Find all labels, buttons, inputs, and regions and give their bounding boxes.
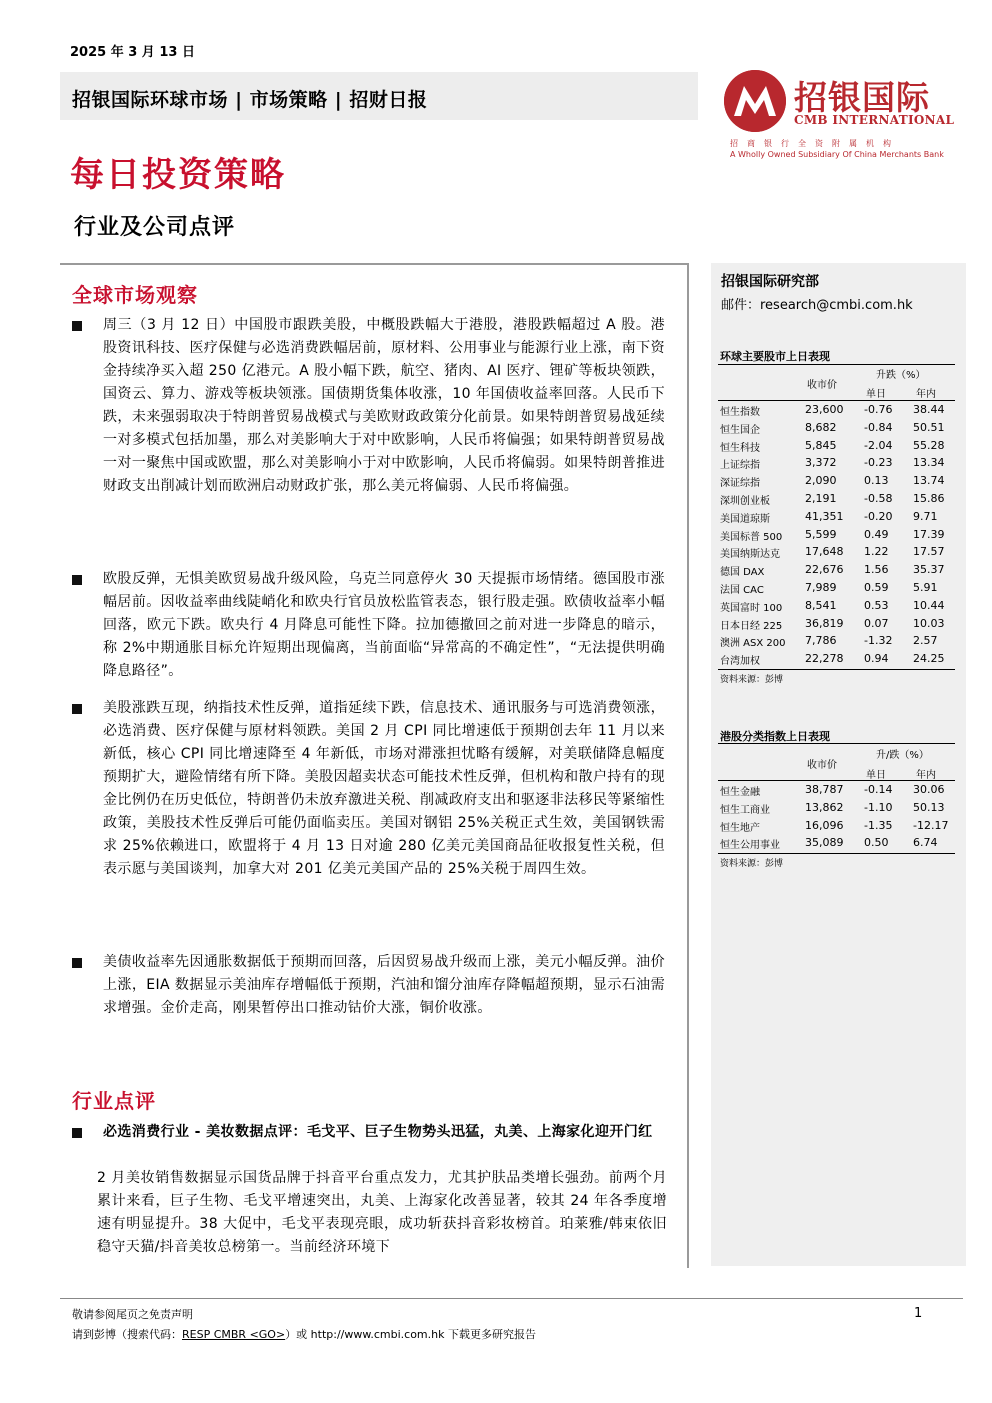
- table-rule: [718, 853, 955, 854]
- index-name: 恒生金融: [720, 787, 760, 798]
- day-change: 0.13: [864, 474, 889, 488]
- index-name: 美国纳斯达克: [720, 549, 780, 561]
- close-value: 16,096: [805, 818, 844, 832]
- industry-item-title: 必选消费行业 - 美妆数据点评：毛戈平、巨子生物势头迅猛，丸美、上海家化迎开门红: [103, 1124, 653, 1140]
- table-row: [720, 633, 954, 651]
- table-row: [720, 651, 954, 669]
- ytd-change: 10.44: [913, 598, 945, 612]
- bullet-icon: [72, 704, 82, 714]
- day-change: -0.14: [864, 783, 893, 796]
- table-row: [720, 527, 954, 545]
- table-rule: [718, 743, 955, 744]
- footer-text-a: 请到彭博（搜索代码：: [72, 1328, 182, 1341]
- ytd-change: 50.13: [913, 800, 945, 814]
- market-paragraph-4: 美债收益率先因通胀数据低于预期而回落，后因贸易战升级而上涨，美元小幅反弹。油价上涨，EIA 数据显示美油库存增幅低于预期，汽油和馏分油库存降幅超预期，显示石油需求增强。金价走高，刚果暂停出口推动钴价大涨，铜价收涨。: [103, 954, 665, 1016]
- logo-subtitle-cn: 招商银行全资附属机构: [730, 139, 900, 148]
- header-title: 招银国际环球市场 | 市场策略 | 招财日报: [72, 89, 428, 111]
- col-header-change: 升/跌（%）: [876, 750, 929, 761]
- day-change: 0.07: [864, 616, 889, 630]
- day-change: -1.10: [864, 800, 893, 814]
- day-change: 0.50: [864, 836, 889, 850]
- ytd-change: 17.57: [913, 545, 945, 559]
- table-source: 资料来源：彭博: [720, 859, 784, 869]
- col-header-ytd: 年内: [916, 770, 936, 781]
- index-name: 深圳创业板: [720, 496, 770, 507]
- section-heading-industry: 行业点评: [72, 1089, 156, 1113]
- section-heading-global-market: 全球市场观察: [72, 283, 198, 307]
- ytd-change: 38.44: [913, 403, 945, 416]
- day-change: 0.49: [864, 527, 889, 541]
- ytd-change: 30.06: [913, 783, 945, 796]
- table-row: [720, 800, 954, 818]
- day-change: 1.22: [864, 545, 889, 559]
- close-value: 8,682: [805, 420, 837, 434]
- col-header-ytd: 年内: [916, 389, 936, 400]
- index-name: 美国道琼斯: [720, 513, 770, 525]
- industry-paragraph: 2 月美妆销售数据显示国货品牌于抖音平台重点发力，尤其护肤品类增长强劲。前两个月累计来看，巨子生物、毛戈平增速突出，丸美、上海家化改善显著，较其 24 年各季度增速有明显提升。38 大促中，毛戈平表现亮眼，成功斩获抖音彩妆榜首。珀莱雅/韩束依旧稳守天猫/抖音美妆总榜第一。当前经济环境下: [97, 1170, 667, 1255]
- table-row: [720, 491, 954, 509]
- table-row: [720, 544, 954, 562]
- index-name: 恒生地产: [720, 822, 760, 834]
- table-rule: [718, 364, 955, 365]
- research-dept-name: 招银国际研究部: [721, 274, 819, 290]
- table-row: [720, 835, 954, 853]
- ytd-change: 17.39: [913, 527, 945, 541]
- ytd-change: 6.74: [913, 836, 938, 850]
- col-header-close: 收市价: [807, 380, 837, 391]
- table-row: [720, 420, 954, 438]
- col-header-day: 单日: [866, 389, 886, 400]
- close-value: 7,989: [805, 581, 837, 594]
- index-name: 美国标普 500: [720, 531, 783, 543]
- day-change: -2.04: [864, 438, 893, 452]
- ytd-change: 24.25: [913, 652, 945, 666]
- table-row: [720, 616, 954, 634]
- market-paragraph-2: 欧股反弹，无惧美欧贸易战升级风险，乌克兰同意停火 30 天提振市场情绪。德国股市涨幅居前。因收益率曲线陡峭化和欧央行官员放松监管表态，银行股走强。欧债收益率小幅回落，欧元下跌。欧央行 4 月降息可能性下降。拉加德撤回之前对进一步降息的暗示，称 2%中期通胀目标允许短期出现偏离，当前面临“异常高的不确定性”，“无法提供明确降息路径”。: [103, 571, 665, 679]
- close-value: 2,191: [805, 492, 837, 505]
- table-title-hk-sector: 港股分类指数上日表现: [720, 730, 830, 743]
- table-rule: [718, 669, 955, 670]
- index-name: 恒生科技: [720, 442, 760, 454]
- bullet-icon: [72, 958, 82, 968]
- logo-english-name: CMB INTERNATIONAL: [794, 113, 955, 127]
- day-change: -0.76: [864, 403, 893, 416]
- index-name: 法国 CAC: [720, 585, 764, 596]
- table-row: [720, 473, 954, 491]
- logo-subtitle-en: A Wholly Owned Subsidiary Of China Merchants Bank: [730, 150, 944, 159]
- close-value: 5,845: [805, 438, 837, 452]
- bullet-icon: [72, 321, 82, 331]
- logo-emblem-icon: [724, 70, 786, 132]
- ytd-change: 13.74: [913, 474, 945, 488]
- bullet-icon: [72, 1128, 82, 1138]
- close-value: 5,599: [805, 527, 837, 541]
- close-value: 13,862: [805, 800, 844, 814]
- company-logo: [724, 70, 964, 162]
- ytd-change: -12.17: [913, 818, 949, 832]
- close-value: 36,819: [805, 616, 844, 630]
- market-paragraph-3: 美股涨跌互现，纳指技术性反弹，道指延续下跌，信息技术、通讯服务与可选消费领涨，必选消费、医疗保健与原材料领跌。美国 2 月 CPI 同比增速低于预期创去年 11 月以来新低，核心 CPI 同比增速降至 4 年新低，市场对滞涨担忧略有缓解，对美联储降息幅度预期扩大，避险情绪有所下降。美股因超卖状态可能技术性反弹，但机构和散户持有的现金比例仍在历史低位，特朗普仍未放弃激进关税、削减政府支出和驱逐非法移民等紧缩性政策，美股技术性反弹后可能仍面临卖压。美国对钢铝 25%关税正式生效，美国钢铁需求 25%依赖进口，欧盟将于 4 月 13 日对逾 280 亿美元美国商品征收报复性关税，但表示愿与美国谈判，加拿大对 201 亿美元美国产品的 25%关税于周四生效。: [103, 700, 665, 877]
- day-change: 0.53: [864, 598, 889, 612]
- bloomberg-code-link[interactable]: RESP CMBR <GO>: [182, 1328, 286, 1341]
- page-title: 每日投资策略: [70, 155, 286, 195]
- close-value: 35,089: [805, 836, 844, 850]
- index-name: 恒生国企: [720, 424, 760, 436]
- day-change: -0.58: [864, 492, 893, 505]
- day-change: -0.23: [864, 456, 893, 470]
- day-change: -1.32: [864, 634, 893, 648]
- index-name: 恒生指数: [720, 407, 760, 418]
- close-value: 38,787: [805, 783, 844, 796]
- ytd-change: 13.34: [913, 456, 945, 470]
- index-name: 日本日经 225: [720, 620, 783, 632]
- ytd-change: 5.91: [913, 581, 938, 594]
- ytd-change: 55.28: [913, 438, 945, 452]
- footer-text-b: ）或 http://www.cmbi.com.hk 下载更多研究报告: [285, 1328, 536, 1341]
- table-rule: [718, 400, 955, 401]
- page-subtitle: 行业及公司点评: [74, 214, 236, 240]
- day-change: -0.84: [864, 420, 893, 434]
- close-value: 7,786: [805, 634, 837, 648]
- ytd-change: 10.03: [913, 616, 945, 630]
- table-row: [720, 438, 954, 456]
- close-value: 3,372: [805, 456, 837, 470]
- ytd-change: 35.37: [913, 563, 945, 577]
- table-row: [720, 402, 954, 420]
- index-name: 英国富时 100: [720, 602, 783, 614]
- close-value: 17,648: [805, 545, 844, 559]
- research-email[interactable]: 邮件：research@cmbi.com.hk: [721, 298, 913, 313]
- index-name: 深证综指: [720, 478, 760, 490]
- day-change: 0.94: [864, 652, 889, 666]
- bullet-icon: [72, 575, 82, 585]
- day-change: -1.35: [864, 818, 893, 832]
- close-value: 23,600: [805, 403, 844, 416]
- day-change: 0.59: [864, 581, 889, 594]
- day-change: -0.20: [864, 509, 893, 523]
- page-number: 1: [914, 1306, 923, 1321]
- report-date: 2025 年 3 月 13 日: [70, 45, 195, 60]
- table-row: [720, 455, 954, 473]
- index-name: 澳洲 ASX 200: [720, 638, 786, 650]
- footer-divider: [60, 1298, 963, 1299]
- day-change: 1.56: [864, 563, 889, 577]
- close-value: 2,090: [805, 474, 837, 488]
- table-row: [720, 580, 954, 598]
- index-name: 恒生工商业: [720, 804, 770, 816]
- footer-disclaimer: 敬请参阅尾页之免责声明: [72, 1308, 193, 1321]
- market-paragraph-1: 周三（3 月 12 日）中国股市跟跌美股，中概股跌幅大于港股，港股跌幅超过 A 股。港股资讯科技、医疗保健与必选消费跌幅居前，原材料、公用事业与能源行业上涨，南下资金持续净买入超 250 亿港元。A 股小幅下跌，航空、猪肉、AI 医疗、锂矿等板块领跌，国资云、算力、游戏等板块领涨。国债期货集体收涨，10 年国债收益率回落。人民币下跌，未来强弱取决于特朗普贸易战模式与美欧财政政策分化前景。如果特朗普贸易战延续一对多模式包括加墨，那么对美影响大于对中欧影响，人民币将偏强；如果特朗普贸易战一对一聚焦中国或欧盟，那么对美影响小于对中欧影响，人民币将偏弱。如果特朗普推进财政支出削减计划而欧洲启动财政扩张，那么美元将偏弱、人民币将偏强。: [103, 317, 665, 494]
- table-row: [720, 818, 954, 836]
- table-row: [720, 598, 954, 616]
- table-source: 资料来源：彭博: [720, 675, 784, 685]
- close-value: 41,351: [805, 509, 844, 523]
- ytd-change: 9.71: [913, 509, 938, 523]
- footer-download-note: [72, 1326, 536, 1342]
- index-name: 恒生公用事业: [720, 840, 780, 852]
- ytd-change: 2.57: [913, 634, 938, 648]
- ytd-change: 50.51: [913, 420, 945, 434]
- table-row: [720, 509, 954, 527]
- close-value: 22,278: [805, 652, 844, 666]
- ytd-change: 15.86: [913, 492, 945, 505]
- table-rule: [718, 780, 955, 781]
- index-name: 上证综指: [720, 460, 760, 472]
- index-name: 台湾加权: [720, 656, 760, 668]
- col-header-close: 收市价: [807, 760, 837, 771]
- logo-chinese-name: 招银国际: [794, 78, 930, 117]
- table-row: [720, 562, 954, 580]
- col-header-day: 单日: [866, 770, 886, 781]
- table-row: [720, 782, 954, 800]
- close-value: 8,541: [805, 598, 837, 612]
- table-title-global-indices: 环球主要股市上日表现: [720, 350, 830, 363]
- col-header-change: 升跌（%）: [876, 370, 926, 381]
- close-value: 22,676: [805, 563, 844, 577]
- index-name: 德国 DAX: [720, 567, 765, 579]
